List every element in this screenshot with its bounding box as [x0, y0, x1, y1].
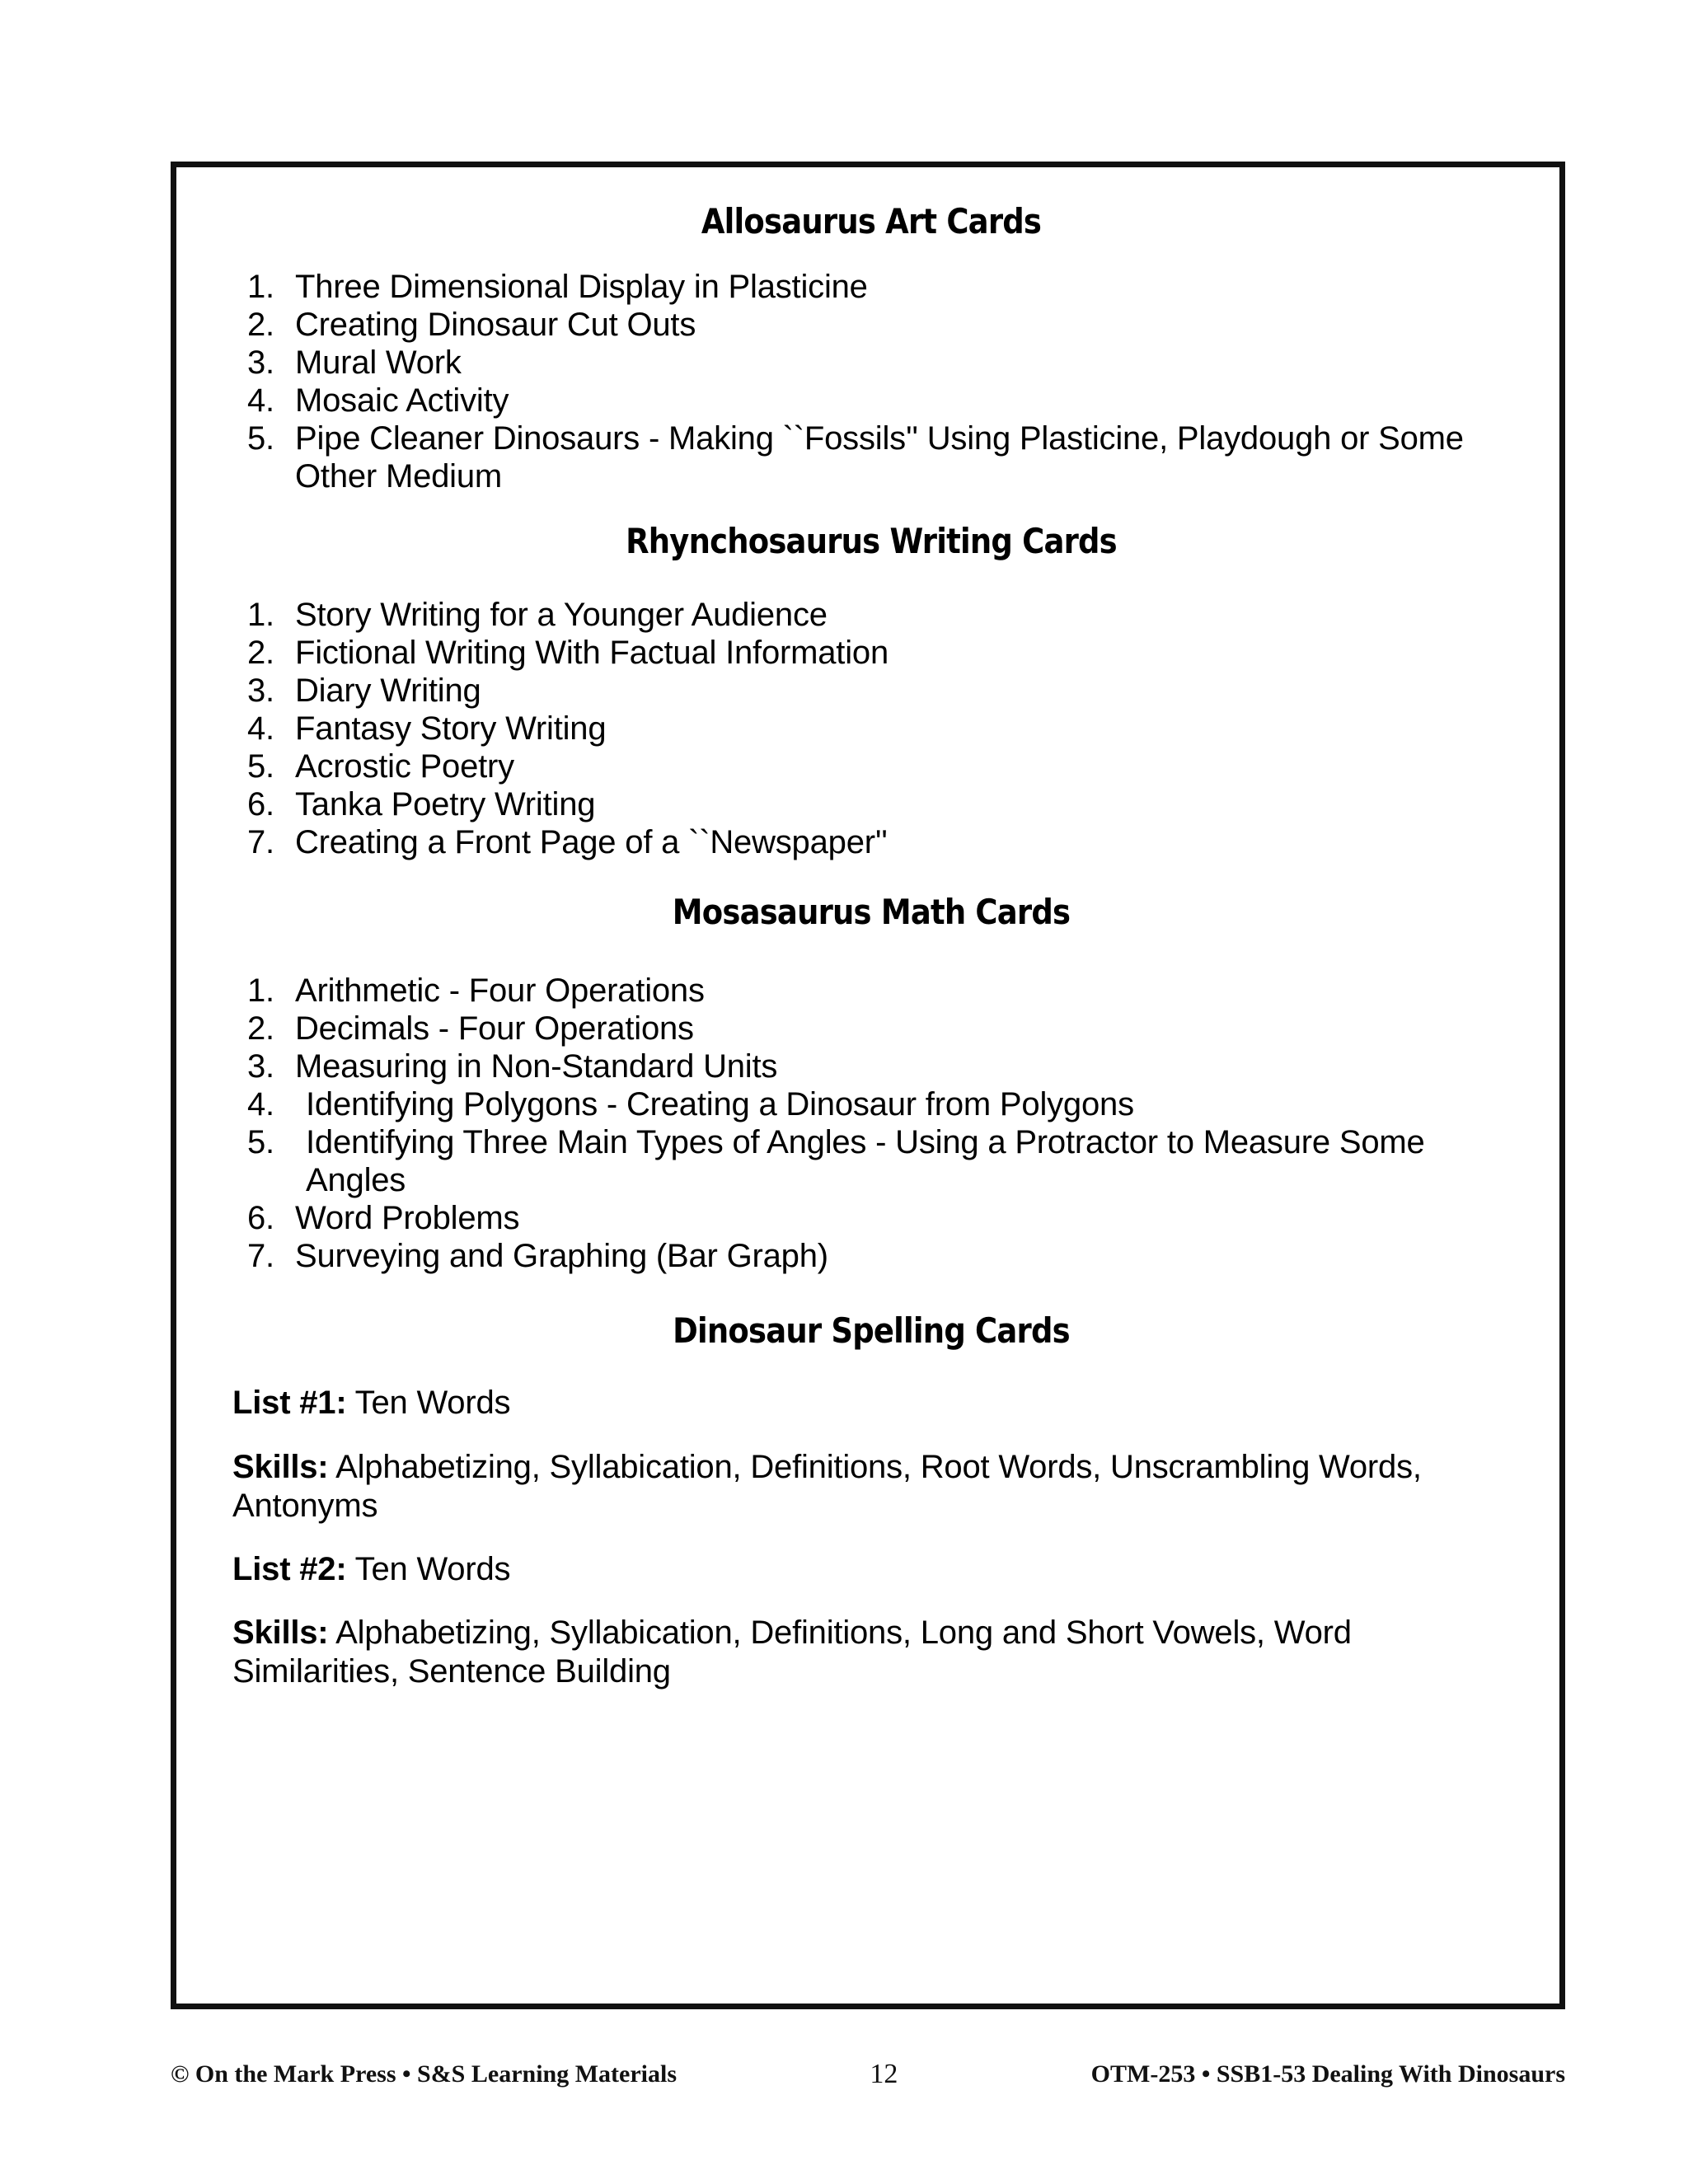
spelling-entry-value: Alphabetizing, Syllabication, Definitions, Long and Short Vowels, Word Similarities, Sentence Building: [232, 1615, 1352, 1690]
list-item: [232, 344, 1510, 382]
section-heading-allosaurus-art-cards: [232, 201, 1510, 241]
list-item-number: 2.: [247, 307, 274, 344]
list-item-label: Story Writing for a Younger Audience: [295, 597, 828, 634]
list-item: [232, 823, 1510, 861]
list-item-label: Fictional Writing With Factual Information: [295, 635, 889, 672]
spelling-entry-label: List #2:: [232, 1550, 347, 1587]
list-item-number: 6.: [247, 786, 274, 823]
list-item-number: 4.: [247, 1086, 274, 1123]
list-item-number: 1.: [247, 597, 274, 634]
list-item-label: Surveying and Graphing (Bar Graph): [295, 1238, 828, 1275]
list-allosaurus-art-cards: [232, 268, 1510, 495]
list-item: [232, 382, 1510, 419]
list-item-label: Tanka Poetry Writing: [295, 786, 596, 823]
spelling-entry-skills-2: [232, 1614, 1510, 1691]
page-footer: [171, 2052, 1565, 2097]
spelling-entry-list-2: [232, 1550, 1510, 1589]
list-item: [232, 419, 1510, 495]
section-heading-rhynchosaurus-writing-cards: [232, 523, 1510, 560]
list-item-label: Acrostic Poetry: [295, 748, 514, 785]
list-item: [232, 596, 1510, 634]
spacer: [232, 240, 1510, 268]
spelling-entry-value: Ten Words: [346, 1550, 511, 1587]
heading-text: Mosasaurus Math Cards: [672, 892, 1071, 933]
list-item: [232, 1085, 1510, 1123]
spelling-entry-label: List #1:: [232, 1385, 347, 1422]
list-item-number: 3.: [247, 1048, 274, 1085]
heading-text: Dinosaur Spelling Cards: [673, 1310, 1070, 1352]
list-item-number: 3.: [247, 344, 274, 382]
list-item-label: Word Problems: [295, 1200, 520, 1237]
heading-text: Allosaurus Art Cards: [701, 201, 1042, 241]
list-item-label: Measuring in Non-Standard Units: [295, 1048, 778, 1085]
list-item-label: Identifying Polygons - Creating a Dinosaur from Polygons: [306, 1086, 1134, 1123]
spelling-entry-list-1: [232, 1384, 1510, 1422]
list-item: [232, 1123, 1510, 1199]
list-mosasaurus-math-cards: [232, 972, 1510, 1275]
spelling-entry-label: Skills:: [232, 1448, 329, 1485]
footer-product-code: OTM-253 • SSB1-53 Dealing With Dinosaurs: [1090, 2060, 1565, 2088]
list-item-number: 1.: [247, 972, 274, 1010]
list-item: [232, 306, 1510, 344]
list-item-number: 7.: [247, 824, 274, 861]
list-item: [232, 1047, 1510, 1085]
list-item-label: Pipe Cleaner Dinosaurs - Making ``Fossils'' Using Plasticine, Playdough or Some Other Medium: [295, 420, 1464, 495]
list-item-number: 4.: [247, 382, 274, 419]
list-item-label: Creating Dinosaur Cut Outs: [295, 307, 696, 344]
list-item: [232, 972, 1510, 1010]
list-item: [232, 634, 1510, 672]
list-item-label: Mural Work: [295, 344, 462, 382]
list-item-number: 5.: [247, 420, 274, 457]
spacer: [232, 1423, 1510, 1448]
footer-page-number: 12: [870, 2059, 898, 2089]
list-item-label: Mosaic Activity: [295, 382, 509, 419]
list-item: [232, 1199, 1510, 1237]
page-border-frame: [171, 162, 1565, 2009]
list-item-label: Decimals - Four Operations: [295, 1010, 694, 1047]
list-item-number: 3.: [247, 673, 274, 710]
spacer: [232, 1275, 1510, 1313]
list-item: [232, 1237, 1510, 1275]
list-item-label: Creating a Front Page of a ``Newspaper'': [295, 824, 888, 861]
spelling-entry-value: Ten Words: [346, 1385, 511, 1422]
spacer: [232, 1589, 1510, 1614]
page-content: [176, 167, 1559, 2004]
heading-text: Rhynchosaurus Writing Cards: [626, 521, 1117, 562]
section-heading-mosasaurus-math-cards: [232, 892, 1510, 933]
list-item-label: Diary Writing: [295, 673, 481, 710]
list-item: [232, 710, 1510, 748]
section-heading-dinosaur-spelling-cards: [232, 1310, 1510, 1352]
footer-copyright: © On the Mark Press • S&S Learning Materials: [171, 2060, 677, 2088]
spelling-entry-skills-1: [232, 1448, 1510, 1526]
list-item: [232, 672, 1510, 710]
list-item-number: 2.: [247, 1010, 274, 1047]
spacer: [232, 495, 1510, 523]
spacer: [232, 861, 1510, 894]
spelling-entry-label: Skills:: [232, 1615, 329, 1652]
list-item-number: 5.: [247, 748, 274, 785]
list-item-number: 7.: [247, 1238, 274, 1275]
spacer: [232, 1349, 1510, 1384]
list-item-label: Arithmetic - Four Operations: [295, 972, 705, 1010]
list-rhynchosaurus-writing-cards: [232, 596, 1510, 861]
spacer: [232, 930, 1510, 972]
spelling-entry-value: Alphabetizing, Syllabication, Definitions, Root Words, Unscrambling Words, Antonyms: [232, 1448, 1422, 1524]
list-item-number: 1.: [247, 269, 274, 306]
list-item-number: 4.: [247, 710, 274, 748]
list-item: [232, 748, 1510, 785]
list-item: [232, 785, 1510, 823]
list-item: [232, 1010, 1510, 1047]
spacer: [232, 1526, 1510, 1550]
list-item-number: 6.: [247, 1200, 274, 1237]
spacer: [232, 560, 1510, 596]
list-item-label: Fantasy Story Writing: [295, 710, 607, 748]
list-item: [232, 268, 1510, 306]
list-item-label: Three Dimensional Display in Plasticine: [295, 269, 868, 306]
list-item-number: 2.: [247, 635, 274, 672]
list-item-label: Identifying Three Main Types of Angles - Using a Protractor to Measure Some Angles: [306, 1124, 1425, 1199]
list-item-number: 5.: [247, 1124, 274, 1161]
